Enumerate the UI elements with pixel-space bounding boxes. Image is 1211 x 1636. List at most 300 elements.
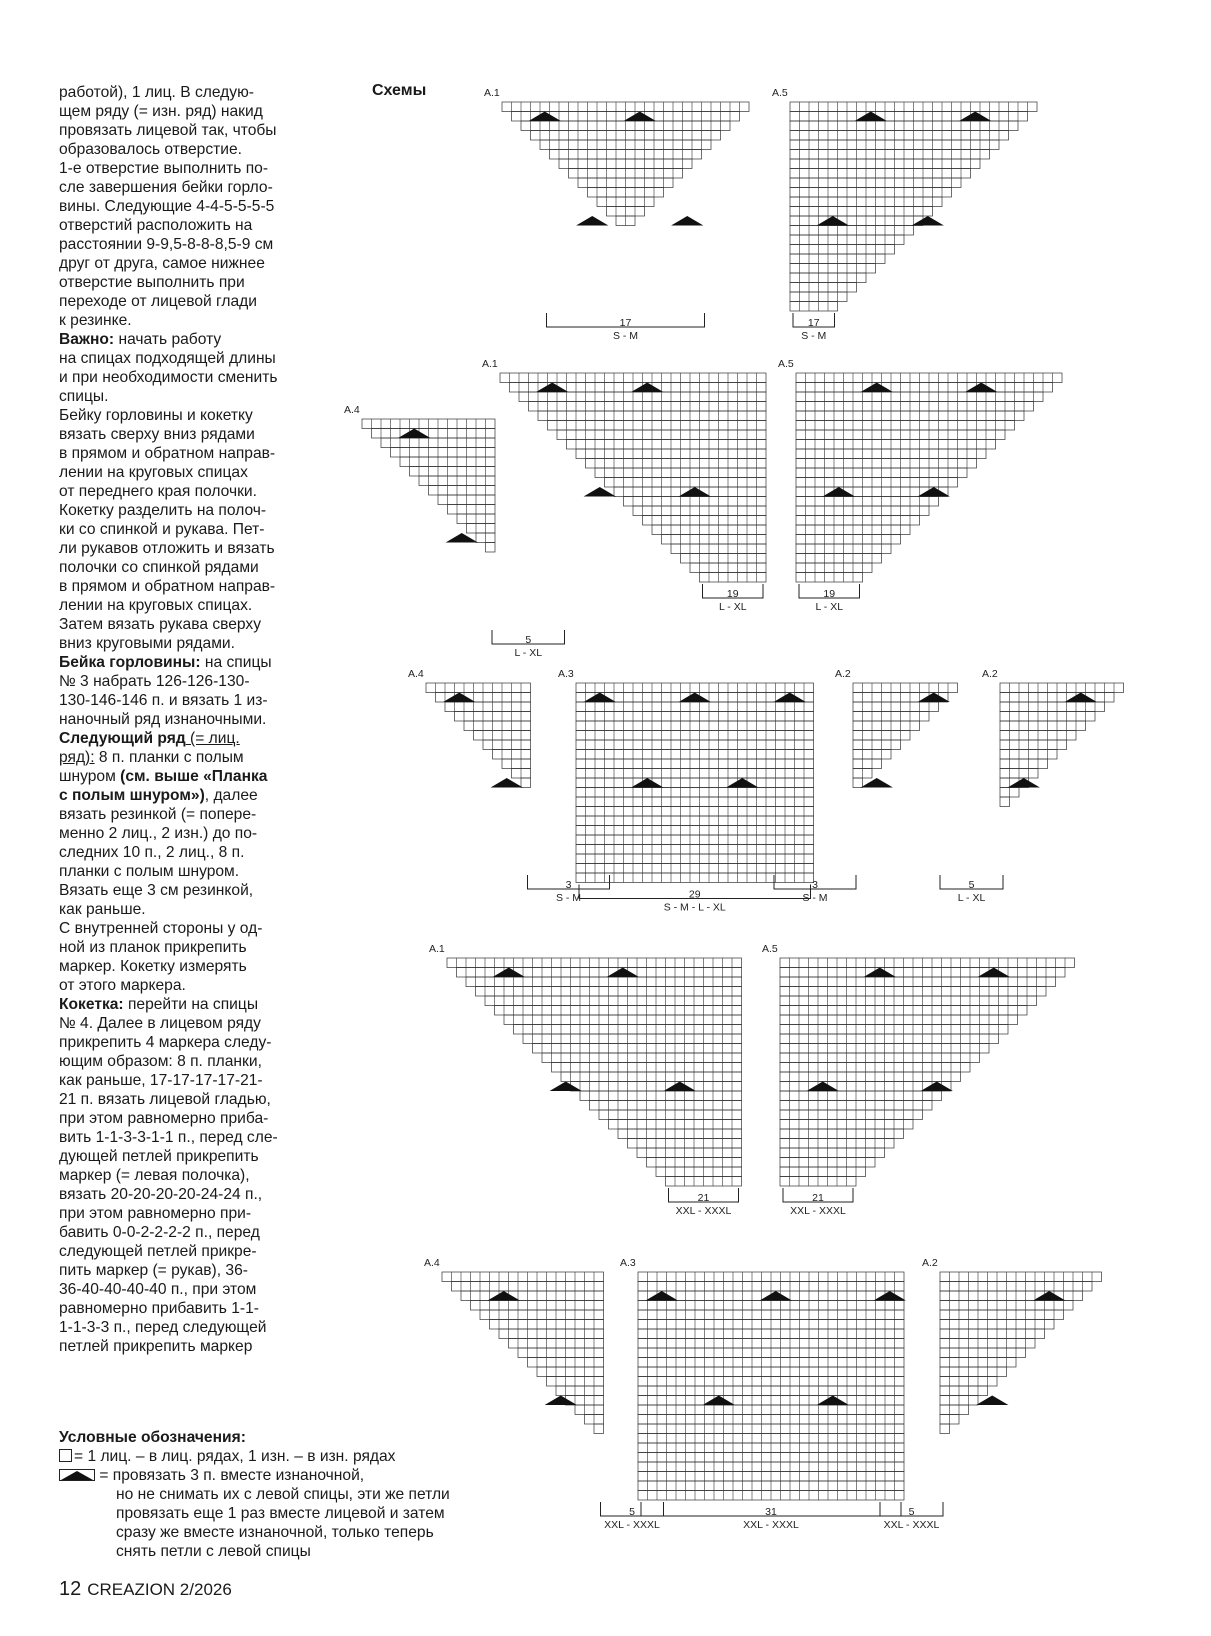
- grid-row: [624, 497, 767, 507]
- decrease-symbol: [664, 1082, 696, 1092]
- decrease-symbol: [488, 1291, 520, 1301]
- grid-row: [486, 543, 496, 553]
- text-line: отверстие выполнить при: [59, 274, 245, 291]
- grid-row: [656, 1167, 742, 1177]
- chart-name: A.5: [778, 358, 794, 370]
- grid-row: [796, 535, 901, 545]
- grid-row: [576, 873, 814, 883]
- stitch-count: 21: [697, 1192, 710, 1204]
- stitch-count: 5: [968, 879, 975, 891]
- size-label: S - M: [612, 330, 639, 342]
- text-line: работой), 1 лиц. В следую-: [59, 84, 254, 101]
- grid-row: [780, 1034, 999, 1044]
- text-line: Кокетка: перейти на спицы: [59, 996, 259, 1013]
- grid-row: [576, 845, 814, 855]
- grid-row: [576, 702, 814, 712]
- text-line: 21 п. вязать лицевой гладью,: [59, 1091, 271, 1108]
- grid-row: [853, 702, 939, 712]
- text-line: 130-146-146 п. и вязать 1 из-: [59, 692, 268, 709]
- grid-row: [467, 524, 496, 534]
- grid-row: [700, 573, 767, 583]
- text-line: менно 2 лиц., 2 изн.) до по-: [59, 825, 258, 842]
- grid-row: [529, 402, 767, 412]
- decrease-symbol: [874, 1291, 906, 1301]
- grid-row: [1000, 721, 1086, 731]
- grid-row: [796, 573, 863, 583]
- text-line: дующей петлей прикрепить: [59, 1148, 259, 1165]
- legend-dec-line: сразу же вместе изнаночной, только теперь: [116, 1524, 434, 1541]
- decrease-symbol: [671, 216, 703, 226]
- text-line: прикрепить 4 маркера следу-: [59, 1034, 272, 1051]
- text-line: 1-е отверстие выполнить по-: [59, 160, 269, 177]
- text-line: С внутренней стороны у од-: [59, 920, 263, 937]
- text-line: лении на круговых спицах.: [59, 597, 253, 614]
- stitch-count: 21: [812, 1192, 824, 1204]
- text-line: пить маркер (= рукав), 36-: [59, 1262, 248, 1279]
- grid-row: [576, 826, 814, 836]
- chart-a5: [778, 358, 1062, 613]
- text-line: маркер (= левая полочка),: [59, 1167, 250, 1184]
- text-line: в прямом и обратном направ-: [59, 578, 276, 595]
- chart-a3: [620, 1257, 906, 1531]
- decrease-symbol: [646, 1291, 678, 1301]
- grid-row: [796, 554, 882, 564]
- grid-row: [499, 1329, 604, 1339]
- decrease-symbol: [855, 112, 887, 122]
- page-footer: [59, 1578, 232, 1601]
- legend-knit-row: [59, 1447, 450, 1466]
- grid-row: [796, 478, 958, 488]
- chart-name: A.2: [982, 668, 998, 680]
- chart-a1: [482, 358, 766, 613]
- decrease-symbol: [912, 216, 944, 226]
- decrease-symbol: [726, 778, 758, 788]
- size-label: XXL - XXXL: [743, 1519, 799, 1531]
- grid-row: [790, 207, 933, 217]
- grid-row: [576, 750, 814, 760]
- grid-row: [643, 516, 767, 526]
- text-line: ки со спинкой и рукава. Пет-: [59, 521, 265, 538]
- grid-row: [445, 702, 531, 712]
- grid-row: [576, 759, 814, 769]
- grid-row: [780, 1110, 923, 1120]
- grid-row: [410, 467, 496, 477]
- size-label: L - XL: [815, 601, 844, 613]
- text-line: полочки со спинкой рядами: [59, 559, 259, 576]
- grid-row: [940, 1424, 950, 1434]
- decrease-symbol: [864, 968, 896, 978]
- text-line: от переднего края полочки.: [59, 483, 257, 500]
- grid-row: [790, 169, 971, 179]
- grid-row: [681, 554, 767, 564]
- chart-a4: [344, 404, 565, 659]
- grid-row: [780, 996, 1037, 1006]
- decrease-symbol: [398, 429, 430, 439]
- text-line: № 4. Далее в лицевом ряду: [59, 1015, 261, 1032]
- size-label: L - XL: [514, 647, 543, 659]
- text-line: щем ряду (= изн. ряд) накид: [59, 103, 263, 120]
- decrease-symbol: [584, 487, 616, 497]
- grid-row: [576, 712, 814, 722]
- grid-row: [576, 797, 814, 807]
- text-line: вины. Следующие 4-4-5-5-5-5: [59, 198, 275, 215]
- grid-row: [480, 1310, 604, 1320]
- grid-row: [576, 778, 814, 788]
- grid-row: [483, 740, 531, 750]
- text-line: следних 10 п., 2 лиц., 8 п.: [59, 844, 245, 861]
- chart-name: A.4: [424, 1257, 440, 1269]
- grid-row: [796, 440, 996, 450]
- page-number: 12: [59, 1578, 82, 1600]
- grid-row: [523, 1034, 742, 1044]
- grid-row: [780, 958, 1075, 968]
- text-line: Затем вязать рукава сверху: [59, 616, 261, 633]
- legend-dec-text: = провязать 3 п. вместе изнаночной,: [99, 1467, 365, 1484]
- grid-row: [780, 1167, 866, 1177]
- text-line: как раньше, 17-17-17-17-21-: [59, 1072, 263, 1089]
- size-label: L - XL: [957, 892, 986, 904]
- grid-row: [790, 131, 1009, 141]
- text-line: 1-1-3-3 п., перед следующей: [59, 1319, 267, 1336]
- decrease-symbol: [976, 1396, 1008, 1406]
- decrease-symbol: [807, 1082, 839, 1092]
- decrease-triangle-icon: [59, 1469, 95, 1481]
- text-line: бавить 0-0-2-2-2-2 п., перед: [59, 1224, 260, 1241]
- text-line: в прямом и обратном направ-: [59, 445, 276, 462]
- text-line: петлей прикрепить маркер: [59, 1338, 253, 1355]
- grid-row: [605, 478, 767, 488]
- grid-row: [780, 1129, 904, 1139]
- stitch-count: 5: [525, 634, 532, 646]
- text-line: к резинке.: [59, 312, 132, 329]
- grid-row: [796, 402, 1034, 412]
- decrease-symbol: [861, 383, 893, 393]
- text-line: вить 1-1-3-3-1-1 п., перед сле-: [59, 1129, 278, 1146]
- decrease-symbol: [446, 533, 478, 543]
- grid-row: [1000, 683, 1124, 693]
- stitch-count: 3: [565, 879, 572, 891]
- stitch-count: 3: [812, 879, 818, 891]
- text-line: вязать сверху вниз рядами: [59, 426, 255, 443]
- decrease-symbol: [918, 487, 950, 497]
- size-label: XXL - XXXL: [790, 1205, 846, 1217]
- text-line: ряд): 8 п. планки с полым: [59, 749, 244, 766]
- chart-name: A.2: [922, 1257, 938, 1269]
- grid-row: [780, 1053, 980, 1063]
- chart-name: A.4: [344, 404, 360, 416]
- legend-dec-row: [59, 1466, 450, 1485]
- grid-row: [853, 721, 920, 731]
- decrease-symbol: [679, 487, 711, 497]
- grid-row: [576, 788, 814, 798]
- decrease-symbol: [817, 1396, 849, 1406]
- grid-row: [940, 1310, 1064, 1320]
- stitch-count: 17: [619, 317, 632, 329]
- grid-row: [447, 958, 742, 968]
- chart-a4: [424, 1257, 664, 1531]
- grid-row: [618, 1129, 742, 1139]
- text-line: Бейка горловины: на спицы: [59, 654, 272, 671]
- grid-row: [576, 721, 814, 731]
- decrease-symbol: [550, 1082, 582, 1092]
- text-line: наночный ряд изнаночными.: [59, 711, 267, 728]
- grid-row: [521, 778, 531, 788]
- grid-row: [796, 383, 1053, 393]
- grid-row: [586, 459, 767, 469]
- grid-row: [391, 448, 496, 458]
- grid-row: [940, 1405, 969, 1415]
- grid-row: [567, 440, 767, 450]
- knit-square-icon: [59, 1449, 72, 1462]
- text-line: при этом равномерно при-: [59, 1205, 252, 1222]
- text-line: планки с полым шнуром.: [59, 863, 240, 880]
- grid-row: [790, 264, 876, 274]
- magazine-issue: CREAZION 2/2026: [87, 1580, 232, 1599]
- decrease-symbol: [1065, 693, 1097, 703]
- decrease-symbol: [529, 112, 561, 122]
- text-line: расстоянии 9-9,5-8-8-8,5-9 см: [59, 236, 274, 253]
- decrease-symbol: [921, 1082, 953, 1092]
- decrease-symbol: [823, 487, 855, 497]
- grid-row: [780, 977, 1056, 987]
- decrease-symbol: [774, 693, 806, 703]
- chart-name: A.3: [620, 1257, 636, 1269]
- text-line: на спицах подходящей длины: [59, 350, 276, 367]
- chart-a4: [408, 668, 610, 904]
- text-line: сле завершения бейки горло-: [59, 179, 273, 196]
- grid-row: [1000, 740, 1067, 750]
- legend-dec-line: снять петли с левой спицы: [116, 1543, 311, 1560]
- text-line: образовалось отверстие.: [59, 141, 242, 158]
- text-line: шнуром (см. выше «Планка: [59, 768, 268, 785]
- text-line: от этого маркера.: [59, 977, 186, 994]
- grid-row: [780, 1072, 961, 1082]
- text-line: друг от друга, самое нижнее: [59, 255, 265, 272]
- decrease-symbol: [760, 1291, 792, 1301]
- grid-row: [940, 1367, 1007, 1377]
- text-line: спицы.: [59, 388, 109, 405]
- legend-dec-line: провязать еще 1 раз вместе лицевой и затем: [116, 1505, 445, 1522]
- chart-a2: [774, 668, 958, 904]
- decrease-symbol: [817, 216, 849, 226]
- text-line: ной из планок прикрепить: [59, 939, 247, 956]
- grid-row: [576, 740, 814, 750]
- size-label: S - M: [801, 330, 827, 342]
- grid-row: [576, 769, 814, 779]
- grid-row: [429, 486, 496, 496]
- text-line: вниз круговыми рядами.: [59, 635, 235, 652]
- grid-row: [576, 683, 814, 693]
- chart-a1: [484, 87, 749, 342]
- grid-row: [780, 1015, 1018, 1025]
- grid-row: [853, 683, 958, 693]
- text-line: при этом равномерно приба-: [59, 1110, 269, 1127]
- grid-row: [790, 226, 914, 236]
- text-line: Следующий ряд (= лиц.: [59, 730, 240, 747]
- grid-row: [576, 731, 814, 741]
- size-label: S - M - L - XL: [663, 901, 726, 914]
- text-line: вязать 20-20-20-20-24-24 п.,: [59, 1186, 263, 1203]
- grid-row: [537, 1367, 604, 1377]
- grid-row: [1000, 702, 1105, 712]
- grid-row: [575, 1405, 604, 1415]
- grid-row: [464, 721, 531, 731]
- legend: [59, 1428, 450, 1561]
- text-line: с полым шнуром»), далее: [59, 787, 258, 804]
- grid-row: [518, 1348, 604, 1358]
- grid-row: [576, 807, 814, 817]
- decrease-symbol: [607, 968, 639, 978]
- grid-row: [940, 1348, 1026, 1358]
- stitch-count: 5: [908, 1506, 915, 1518]
- grid-row: [780, 1091, 942, 1101]
- size-label: S - M: [802, 892, 828, 904]
- grid-row: [556, 1386, 604, 1396]
- text-line: как раньше.: [59, 901, 146, 918]
- grid-row: [940, 1386, 988, 1396]
- decrease-symbol: [978, 968, 1010, 978]
- decrease-symbol: [1033, 1291, 1065, 1301]
- grid-row: [940, 1329, 1045, 1339]
- grid-row: [594, 1424, 604, 1434]
- grid-row: [442, 1272, 604, 1282]
- grid-row: [790, 150, 990, 160]
- grid-row: [940, 1272, 1102, 1282]
- chart-name: A.5: [772, 87, 788, 99]
- stitch-count: 19: [726, 588, 739, 600]
- grid-row: [576, 835, 814, 845]
- grid-row: [580, 1091, 742, 1101]
- text-line: Кокетку разделить на полоч-: [59, 502, 267, 519]
- text-line: равномерно прибавить 1-1-: [59, 1300, 259, 1317]
- chart-name: A.4: [408, 668, 424, 680]
- size-label: XXL - XXXL: [883, 1519, 940, 1531]
- text-line: переходе от лицевой глади: [59, 293, 257, 310]
- grid-row: [576, 854, 814, 864]
- stitch-count: 31: [765, 1506, 777, 1518]
- grid-row: [1000, 759, 1048, 769]
- chart-name: A.2: [835, 668, 851, 680]
- chart-name: A.3: [558, 668, 574, 680]
- decrease-symbol: [918, 693, 950, 703]
- grid-row: [662, 535, 767, 545]
- charts-heading: Схемы: [372, 82, 427, 99]
- decrease-symbol: [631, 778, 663, 788]
- size-label: S - M: [555, 892, 582, 904]
- grid-row: [780, 1148, 885, 1158]
- size-label: XXL - XXXL: [675, 1205, 732, 1217]
- legend-title: Условные обозначения:: [59, 1429, 246, 1446]
- chart-a2: [880, 1257, 1102, 1531]
- decrease-symbol: [703, 1396, 735, 1406]
- text-line: Важно: начать работу: [59, 331, 222, 348]
- grid-row: [502, 759, 531, 769]
- grid-row: [504, 1015, 742, 1025]
- stitch-count: 17: [807, 317, 820, 329]
- text-line: Вязать еще 3 см резинкой,: [59, 882, 254, 899]
- decrease-symbol: [443, 693, 475, 703]
- grid-row: [790, 188, 952, 198]
- decrease-symbol: [679, 693, 711, 703]
- text-line: лении на круговых спицах: [59, 464, 248, 481]
- chart-a3: [555, 668, 814, 914]
- grid-row: [790, 283, 857, 293]
- grid-row: [466, 977, 742, 987]
- grid-row: [372, 429, 496, 439]
- grid-row: [548, 421, 767, 431]
- decrease-symbol: [631, 383, 663, 393]
- decrease-symbol: [965, 383, 997, 393]
- grid-row: [637, 1148, 742, 1158]
- grid-row: [853, 778, 863, 788]
- decrease-symbol: [493, 968, 525, 978]
- grid-row: [426, 683, 531, 693]
- grid-row: [1000, 797, 1010, 807]
- decrease-symbol: [576, 216, 608, 226]
- legend-dec-line: но не снимать их с левой спицы, эти же петли: [116, 1486, 450, 1503]
- text-line: Бейку горловины и кокетку: [59, 407, 253, 424]
- grid-row: [796, 497, 939, 507]
- text-line: и при необходимости сменить: [59, 369, 278, 386]
- decrease-symbol: [624, 112, 656, 122]
- size-label: XXL - XXXL: [604, 1519, 660, 1531]
- text-line: 36-40-40-40-40 п., при этом: [59, 1281, 257, 1298]
- chart-a5: [772, 87, 1037, 342]
- decrease-symbol: [584, 693, 616, 703]
- grid-row: [576, 864, 814, 874]
- chart-a1: [429, 943, 742, 1217]
- text-line: ющим образом: 8 п. планки,: [59, 1053, 262, 1070]
- stitch-count: 5: [629, 1506, 635, 1518]
- chart-name: A.1: [429, 943, 445, 955]
- grid-row: [561, 1072, 742, 1082]
- stitch-count: 29: [688, 888, 701, 901]
- decrease-symbol: [536, 383, 568, 393]
- chart-a5: [762, 943, 1075, 1217]
- decrease-symbol: [545, 1396, 577, 1406]
- decrease-symbol: [861, 778, 893, 788]
- chart-a2: [940, 668, 1124, 904]
- text-line: следующей петлей прикре-: [59, 1243, 257, 1260]
- grid-row: [485, 996, 742, 1006]
- grid-row: [448, 505, 496, 515]
- chart-name: A.1: [482, 358, 498, 370]
- grid-row: [853, 740, 901, 750]
- grid-row: [790, 302, 838, 312]
- size-label: L - XL: [718, 601, 747, 613]
- chart-name: A.5: [762, 943, 778, 955]
- decrease-symbol: [959, 112, 991, 122]
- text-line: маркер. Кокетку измерять: [59, 958, 247, 975]
- grid-row: [576, 816, 814, 826]
- text-line: № 3 набрать 126-126-130-: [59, 673, 250, 690]
- stitch-count: 19: [823, 588, 836, 600]
- decrease-symbol: [1008, 778, 1040, 788]
- text-line: провязать лицевой так, чтобы: [59, 122, 277, 139]
- decrease-symbol: [491, 778, 523, 788]
- grid-row: [599, 1110, 742, 1120]
- chart-name: A.1: [484, 87, 500, 99]
- grid-row: [790, 245, 895, 255]
- grid-row: [542, 1053, 742, 1063]
- grid-row: [853, 759, 882, 769]
- legend-knit-text: = 1 лиц. – в лиц. рядах, 1 изн. – в изн. рядах: [74, 1448, 396, 1465]
- text-line: вязать резинкой (= попере-: [59, 806, 257, 823]
- grid-row: [461, 1291, 604, 1301]
- text-line: отверстий расположить на: [59, 217, 253, 234]
- text-line: ли рукавов отложить и вязать: [59, 540, 275, 557]
- grid-row: [796, 421, 1015, 431]
